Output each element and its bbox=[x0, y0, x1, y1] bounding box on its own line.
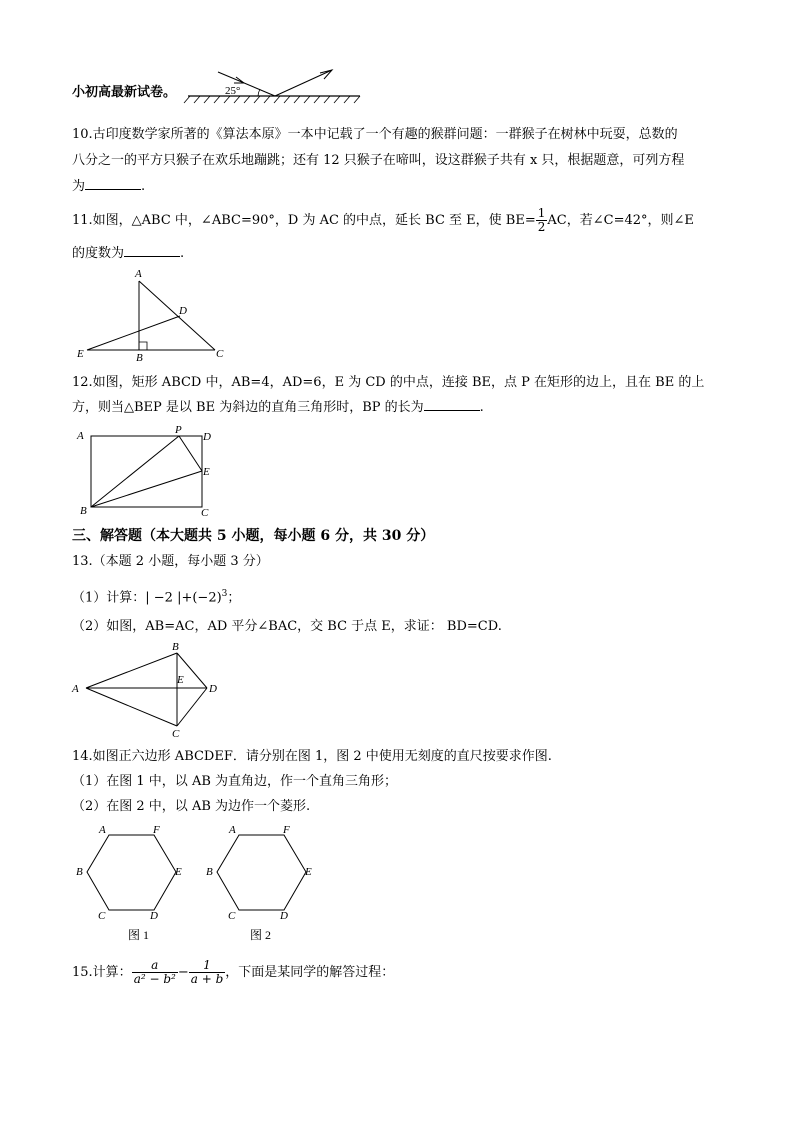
q12-label-c: C bbox=[201, 507, 209, 519]
q13-p2: （2）如图，AB=AC，AD 平分∠BAC，交 BC 于点 E，求证： BD=CD. bbox=[72, 619, 502, 634]
q11-label-d: D bbox=[179, 305, 187, 317]
q11-label-a: A bbox=[135, 268, 142, 280]
q15-frac2 bbox=[189, 959, 226, 986]
angle-label: 25° bbox=[225, 85, 241, 97]
q11-part2: AC，若∠C=42°，则∠E bbox=[547, 213, 694, 228]
q11-triangle-figure bbox=[72, 266, 232, 366]
fig2-label-c: C bbox=[228, 910, 236, 922]
q10-line2: 八分之一的平方只猴子在欢乐地蹦跳；还有 12 只猴子在啼叫，设这群猴子共有 x 只，根据题意，可列方程 bbox=[72, 153, 685, 168]
q15-frac1 bbox=[132, 959, 178, 986]
q12-suffix: . bbox=[479, 400, 484, 415]
q13-p1 bbox=[72, 585, 240, 607]
fig1-label-e: E bbox=[175, 866, 182, 878]
q14-hexagon-fig2 bbox=[202, 820, 322, 945]
q14-intro: 14.如图正六边形 ABCDEF．请分别在图 1，图 2 中使用无刻度的直尺按要求作图. bbox=[72, 749, 552, 764]
section3-heading: 三、解答题（本大题共 5 小题，每小题 6 分，共 30 分） bbox=[72, 528, 435, 544]
fig1-label-d: D bbox=[150, 910, 158, 922]
q15-minus: − bbox=[177, 965, 189, 980]
q13-label-a: A bbox=[72, 683, 79, 695]
q12-label-b: B bbox=[80, 505, 87, 517]
q12-line2 bbox=[72, 399, 484, 417]
q10-line3 bbox=[72, 178, 145, 196]
fig2-label-d: D bbox=[280, 910, 288, 922]
fig1-caption: 图 1 bbox=[128, 928, 150, 942]
fig2-label-e: E bbox=[305, 866, 312, 878]
q11-line2 bbox=[72, 245, 184, 263]
q13-kite-figure bbox=[66, 638, 226, 742]
fig1-label-b: B bbox=[76, 866, 83, 878]
q14-p1: （1）在图 1 中，以 AB 为直角边，作一个直角三角形； bbox=[72, 774, 398, 789]
q13-p1-exp: 3 bbox=[221, 589, 228, 599]
q12-label-e: E bbox=[203, 466, 210, 478]
q11-part1: 11.如图，△ABC 中，∠ABC=90°，D 为 AC 的中点，延长 BC 至 E，使 BE= bbox=[72, 213, 536, 228]
q13-p1-label: （1）计算： bbox=[72, 590, 146, 606]
q13-label-d: D bbox=[209, 683, 217, 695]
q10-suffix: . bbox=[141, 179, 146, 194]
q13-p1-expr: | −2 |+(−2) bbox=[145, 590, 222, 606]
q12-line1: 12.如图，矩形 ABCD 中，AB=4，AD=6，E 为 CD 的中点，连接 BE，点 P 在矩形的边上，且在 BE 的上 bbox=[72, 375, 705, 390]
q11-suffix: . bbox=[180, 246, 185, 261]
q11-label-b: B bbox=[136, 352, 143, 364]
fig1-label-a: A bbox=[99, 824, 106, 836]
q15-frac1-den: a² − b² bbox=[133, 972, 176, 986]
fig2-label-b: B bbox=[206, 866, 213, 878]
q13-label-c: C bbox=[172, 728, 180, 740]
q11-prefix: 的度数为 bbox=[72, 246, 125, 261]
fig1-label-f: F bbox=[153, 824, 160, 836]
q12-rectangle-figure bbox=[72, 424, 222, 519]
q12-label-p: P bbox=[175, 424, 182, 436]
q15-line bbox=[72, 958, 394, 988]
q10-line1: 10.古印度数学家所著的《算法本原》一本中记载了一个有趣的猴群问题：一群猴子在树林中玩耍，总数的 bbox=[72, 127, 678, 142]
q13-intro: 13.（本题 2 小题，每小题 3 分） bbox=[72, 554, 269, 569]
q15-prefix: 15.计算： bbox=[72, 965, 132, 980]
q11-frac-den: 2 bbox=[537, 220, 546, 234]
q13-p1-end: ； bbox=[227, 590, 241, 606]
q15-frac1-num: a bbox=[132, 959, 178, 973]
q12-answer-blank[interactable] bbox=[424, 410, 480, 411]
q15-frac2-num: 1 bbox=[189, 959, 226, 973]
fig1-label-c: C bbox=[98, 910, 106, 922]
q13-label-e: E bbox=[177, 674, 184, 686]
q14-hexagon-fig1 bbox=[72, 820, 192, 945]
q15-suffix: ，下面是某同学的解答过程： bbox=[225, 965, 395, 980]
q11-label-c: C bbox=[216, 348, 224, 360]
q11-answer-blank[interactable] bbox=[124, 256, 180, 257]
q12-prefix: 方，则当△BEP 是以 BE 为斜边的直角三角形时，BP 的长为 bbox=[72, 400, 424, 415]
q11-line1 bbox=[72, 207, 694, 234]
top-tag: 小初高最新试卷。 bbox=[72, 85, 177, 100]
q11-fraction bbox=[536, 207, 548, 234]
q10-prefix: 为 bbox=[72, 179, 86, 194]
fig2-label-a: A bbox=[229, 824, 236, 836]
q11-frac-num: 1 bbox=[537, 206, 546, 220]
reflection-figure bbox=[180, 66, 365, 108]
q13-label-b: B bbox=[172, 641, 179, 653]
q15-frac2-den: a + b bbox=[190, 972, 224, 986]
q12-label-d: D bbox=[203, 431, 211, 443]
fig2-label-f: F bbox=[283, 824, 290, 836]
q10-answer-blank[interactable] bbox=[85, 189, 141, 190]
q14-p2: （2）在图 2 中，以 AB 为边作一个菱形. bbox=[72, 799, 311, 814]
fig2-caption: 图 2 bbox=[250, 928, 272, 942]
q12-label-a: A bbox=[77, 430, 84, 442]
q11-label-e: E bbox=[77, 348, 84, 360]
